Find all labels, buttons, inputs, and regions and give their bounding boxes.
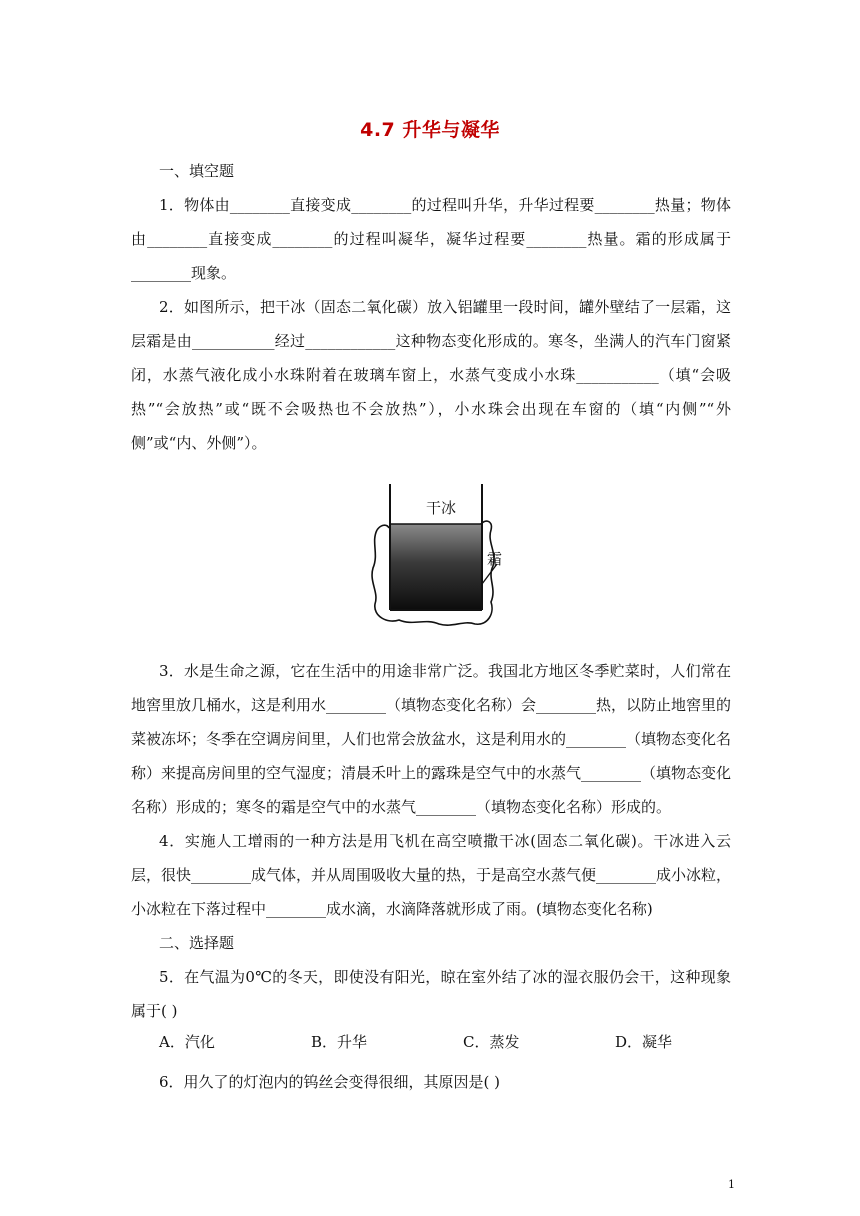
question-3: 3．水是生命之源，它在生活中的用途非常广泛。我国北方地区冬季贮菜时，人们常在地窖里放几桶水，这是利用水________（填物态变化名称）会________热，以防止地窖里的菜被冻坏；冬季在空调房间里，人们也常会放盆水，这是利用水的________（填物态变化名称）来提高房间里的空气湿度；清晨禾叶上的露珠是空气中的水蒸气________（填物态变化名称）形成的；寒冬的霜是空气中的水蒸气________（填物态变化名称）形成的。 [131,662,732,816]
option-c: C．蒸发 [463,1033,520,1051]
dry-ice-can-figure [369,484,509,632]
question-2: 2．如图所示，把干冰（固态二氧化碳）放入铝罐里一段时间，罐外壁结了一层霜，这层霜是由___________经过____________这种物态变化形成的。寒冬，坐满人的汽车门窗紧闭，水蒸气液化成小水珠附着在玻璃车窗上，水蒸气变成小水珠___________（填“会吸热”“会放热”或“既不会吸热也不会放热”），小水珠会出现在车窗的（填“内侧”“外侧”或“内、外侧”）。 [131,298,731,452]
question-5-options [159,1031,729,1061]
question-4: 4．实施人工增雨的一种方法是用飞机在高空喷撒干冰(固态二氧化碳)。干冰进入云层，很快________成气体，并从周围吸收大量的热，于是高空水蒸气便________成小冰粒，小冰粒在下落过程中________成水滴，水滴降落就形成了雨。(填物态变化名称) [131,832,732,918]
option-a: A．汽化 [159,1033,215,1051]
question-6-block [131,1065,731,1099]
section-heading-fill: 一、填空题 [159,162,235,180]
fill-in-section-continued [131,654,731,1028]
fill-in-section [131,154,731,460]
option-d: D．凝华 [615,1033,673,1051]
question-6: 6．用久了的灯泡内的钨丝会变得很细，其原因是( ) [159,1073,501,1091]
question-1: 1．物体由________直接变成________的过程叫升华，升华过程要________热量；物体由________直接变成________的过程叫凝华，凝华过程要________热量。霜的形成属于________现象。 [131,196,731,282]
option-b: B．升华 [311,1033,368,1051]
dry-ice-label: 干冰 [426,499,457,517]
page-number: 1 [728,1178,735,1191]
section-heading-choice: 二、选择题 [159,934,235,952]
frost-label: 霜 [487,550,503,568]
question-5: 5．在气温为0℃的冬天，即使没有阳光，晾在室外结了冰的湿衣服仍会干，这种现象属于( ) [131,968,731,1020]
dry-ice-fill [391,524,481,609]
page-title: 4.7 升华与凝华 [360,119,500,141]
